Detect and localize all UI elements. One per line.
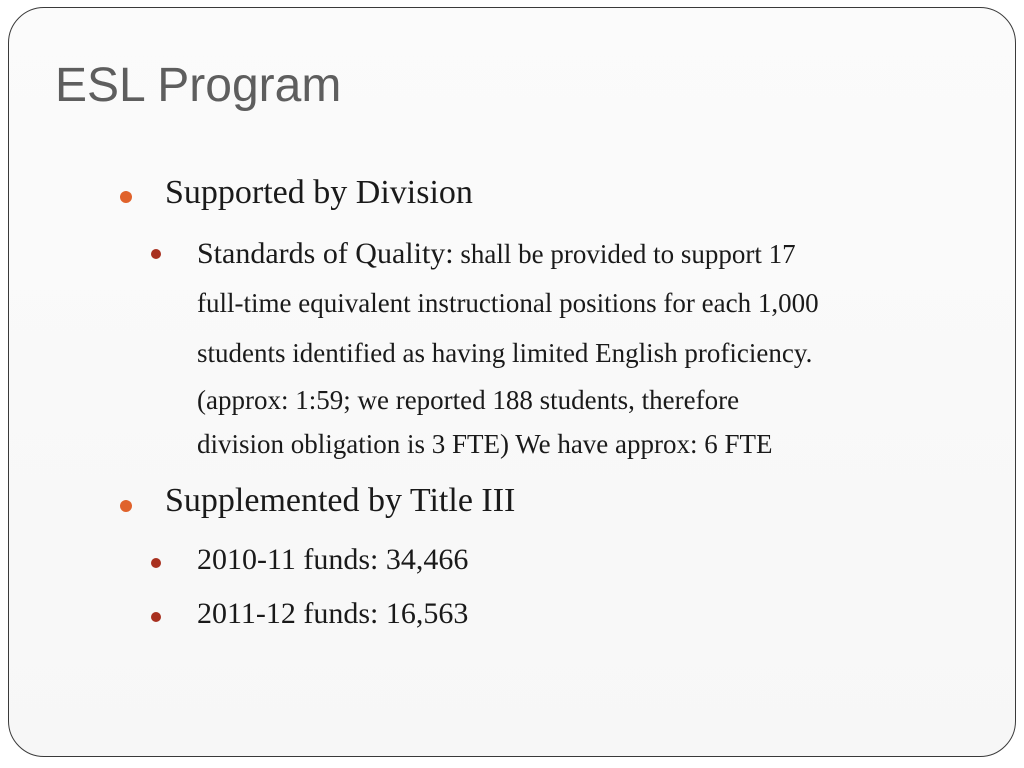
bullet-dot-icon [120, 191, 132, 203]
slide-frame [8, 7, 1016, 757]
standards-lead: Standards of Quality: [197, 237, 454, 270]
bullet-dot-icon [151, 249, 161, 259]
bullet-2010-11-funds: 2010-11 funds: 34,466 [197, 543, 469, 576]
standards-rest: shall be provided to support 17 [453, 239, 796, 269]
bullet-dot-icon [151, 612, 161, 622]
standards-continuation-line: (approx: 1:59; we reported 188 students, therefore [197, 385, 740, 415]
slide-body [9, 8, 1015, 756]
slide-title: ESL Program [55, 59, 342, 112]
standards-continuation-line: division obligation is 3 FTE) We have approx: 6 FTE [197, 429, 773, 459]
bullet-supplemented-by-title-iii: Supplemented by Title III [165, 482, 516, 519]
standards-continuation-line: students identified as having limited English proficiency. [197, 338, 813, 368]
bullet-standards-of-quality [197, 237, 796, 271]
bullet-2011-12-funds: 2011-12 funds: 16,563 [197, 597, 469, 630]
standards-continuation-line: full-time equivalent instructional positions for each 1,000 [197, 288, 819, 318]
bullet-supported-by-division: Supported by Division [165, 174, 473, 211]
bullet-dot-icon [151, 558, 161, 568]
bullet-dot-icon [120, 500, 132, 512]
